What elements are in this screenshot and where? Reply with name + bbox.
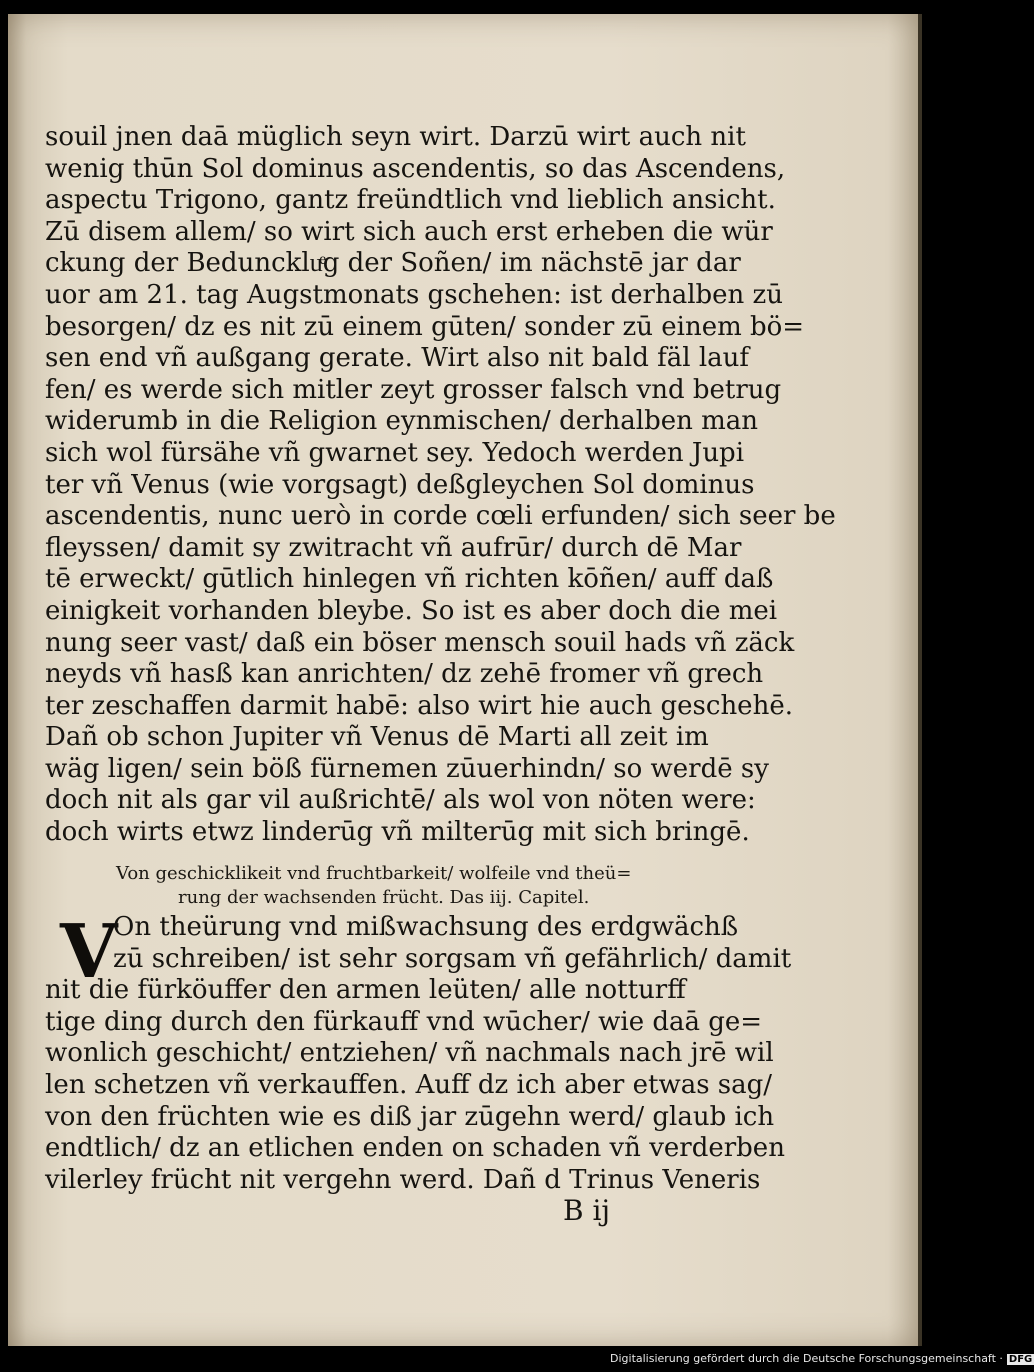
dfg-logo: DFG [1008, 1354, 1033, 1365]
text-line: sen end vñ außgang gerate. Wirt also nit bald fäl lauf [45, 343, 750, 374]
text-line: tē erweckt/ gūtlich hinlegen vñ richten kōñen/ auff daß [45, 564, 774, 595]
text-line: uor am 21. tag Augstmonats gschehen: ist derhalben zū [45, 279, 784, 310]
chapter-heading-line-2: rung der wachsenden frücht. Das iij. Capitel. [178, 887, 590, 908]
text-line: aspectu Trigono, gantz freündtlich vnd lieblich ansicht. [45, 185, 776, 216]
text-line: wonlich geschicht/ entziehen/ vñ nachmals nach jrē wil [45, 1038, 774, 1069]
text-line: doch wirts etwz linderūg vñ milterūg mit sich bringē. [45, 817, 750, 848]
text-line: besorgen/ dz es nit zū einem gūten/ sonder zū einem bö= [45, 311, 805, 342]
text-line: fleyssen/ damit sy zwitracht vñ aufrūr/ durch dē Mar [45, 532, 742, 563]
text-line: souil jnen daā müglich seyn wirt. Darzū wirt auch nit [45, 122, 746, 152]
paragraph-2 [45, 909, 792, 1196]
text-line: Zū disem allem/ so wirt sich auch erst erheben die wür [45, 216, 773, 247]
funding-footer [610, 1352, 1033, 1368]
text-line: len schetzen vñ verkauffen. Auff dz ich aber etwas sag/ [45, 1069, 773, 1100]
text-line: ascendentis, nunc uerò in corde cœli erfunden/ sich seer be [45, 501, 836, 532]
document-page [8, 14, 918, 1346]
text-line: tige ding durch den fürkauff vnd wūcher/ wie daā ge= [45, 1006, 763, 1037]
text-line: doch nit als gar vil außrichtē/ als wol von nöten were: [45, 785, 756, 816]
decorated-initial: V [60, 909, 118, 995]
text-line: von den früchten wie es diß jar zūgehn werd/ glaub ich [45, 1101, 775, 1132]
text-line: nung seer vast/ daß ein böser mensch souil hads vñ zäck [45, 627, 795, 658]
text-line: wenig thūn Sol dominus ascendentis, so das Ascendens, [45, 153, 786, 184]
text-line: zū schreiben/ ist sehr sorgsam vñ gefährlich/ damit [113, 943, 792, 974]
chapter-heading-line-1: Von geschicklikeit vnd fruchtbarkeit/ wolfeile vnd theü= [116, 863, 632, 884]
text-line: einigkeit vorhanden bleybe. So ist es aber doch die mei [45, 595, 778, 626]
text-line: ckung der Bedunckluͤg der Soñen/ im nächstē jar dar [45, 248, 741, 279]
text-line: ter zeschaffen darmit habē: also wirt hie auch geschehē. [45, 690, 793, 721]
chapter-heading [116, 862, 676, 910]
footer-text: Digitalisierung gefördert durch die Deutsche Forschungsgemeinschaft · [610, 1352, 1003, 1365]
signature-mark: B ij [563, 1194, 611, 1227]
text-line: endtlich/ dz an etlichen enden on schaden vñ verderben [45, 1133, 785, 1164]
text-line: wäg ligen/ sein böß fürnemen zūuerhindn/ so werdē sy [45, 753, 769, 784]
text-line: sich wol fürsähe vñ gwarnet sey. Yedoch werden Jupi [45, 437, 745, 468]
text-line: neyds vñ hasß kan anrichten/ dz zehē fromer vñ grech [45, 659, 764, 690]
text-line: On theürung vnd mißwachsung des erdgwächß [113, 912, 739, 942]
text-line: widerumb in die Religion eynmischen/ derhalben man [45, 406, 759, 437]
paragraph-1 [45, 122, 836, 849]
text-line: nit die fürköuffer den armen leüten/ alle notturff [45, 975, 686, 1006]
text-line: Dañ ob schon Jupiter vñ Venus dē Marti all zeit im [45, 722, 709, 753]
text-line: fen/ es werde sich mitler zeyt grosser falsch vnd betrug [45, 374, 782, 405]
page-edge [918, 14, 922, 1346]
text-line: ter vñ Venus (wie vorgsagt) deßgleychen Sol dominus [45, 469, 755, 500]
text-line: vilerley frücht nit vergehn werd. Dañ d Trinus Veneris [45, 1164, 761, 1195]
